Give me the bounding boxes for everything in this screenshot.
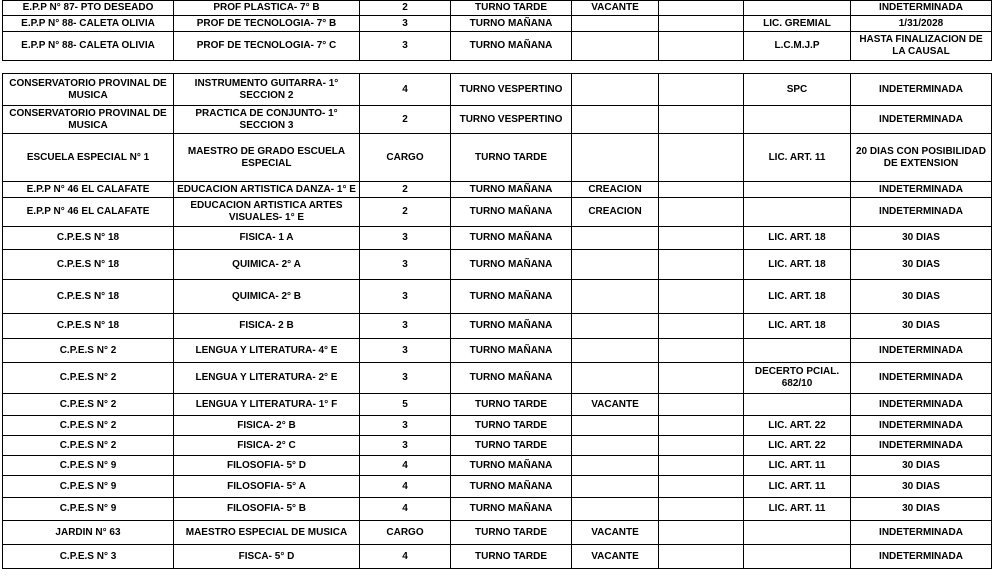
school-cell: C.P.E.S N° 2 [3,394,174,416]
status-cell [572,416,659,436]
shift-cell: TURNO TARDE [451,134,572,182]
extra-cell [659,498,744,521]
license-cell: LIC. ART. 18 [744,280,851,314]
vacancy-table-top [2,0,992,61]
extra-cell [659,106,744,134]
subject-cell: FILOSOFIA- 5° D [174,456,360,476]
subject-cell: FISICA- 2° B [174,416,360,436]
status-cell [572,74,659,106]
status-cell [572,280,659,314]
duration-cell: INDETERMINADA [851,182,992,198]
license-cell [744,394,851,416]
school-cell: C.P.E.S N° 9 [3,476,174,498]
status-cell [572,476,659,498]
duration-cell: INDETERMINADA [851,106,992,134]
extra-cell [659,1,744,16]
status-cell: VACANTE [572,545,659,569]
shift-cell: TURNO MAÑANA [451,314,572,339]
hours-cell: 4 [360,476,451,498]
shift-cell: TURNO MAÑANA [451,32,572,61]
table-row [3,16,992,32]
subject-cell: FISCA- 5° D [174,545,360,569]
license-cell: LIC. ART. 18 [744,227,851,250]
duration-cell: INDETERMINADA [851,545,992,569]
subject-cell: MAESTRO ESPECIAL DE MUSICA [174,521,360,545]
table-body [3,1,992,61]
duration-cell: INDETERMINADA [851,1,992,16]
duration-cell: 30 DIAS [851,314,992,339]
table-row [3,456,992,476]
table-row [3,339,992,363]
table-row [3,416,992,436]
table-row [3,198,992,227]
license-cell [744,182,851,198]
duration-cell: INDETERMINADA [851,436,992,456]
extra-cell [659,74,744,106]
hours-cell: 3 [360,314,451,339]
school-cell: E.P.P N° 88- CALETA OLIVIA [3,16,174,32]
shift-cell: TURNO TARDE [451,545,572,569]
school-cell: JARDIN N° 63 [3,521,174,545]
license-cell [744,521,851,545]
shift-cell: TURNO MAÑANA [451,280,572,314]
duration-cell: INDETERMINADA [851,74,992,106]
school-cell: C.P.E.S N° 18 [3,227,174,250]
table-row [3,363,992,394]
extra-cell [659,456,744,476]
status-cell [572,16,659,32]
school-cell: E.P.P N° 87- PTO DESEADO [3,1,174,16]
vacancy-table-main [2,73,992,569]
status-cell [572,363,659,394]
school-cell: C.P.E.S N° 18 [3,280,174,314]
hours-cell: 4 [360,545,451,569]
shift-cell: TURNO MAÑANA [451,498,572,521]
hours-cell: 2 [360,182,451,198]
extra-cell [659,16,744,32]
status-cell [572,498,659,521]
school-cell: E.P.P N° 88- CALETA OLIVIA [3,32,174,61]
subject-cell: INSTRUMENTO GUITARRA- 1° SECCION 2 [174,74,360,106]
license-cell: DECERTO PCIAL. 682/10 [744,363,851,394]
subject-cell: PROF PLASTICA- 7° B [174,1,360,16]
duration-cell: INDETERMINADA [851,363,992,394]
license-cell [744,198,851,227]
extra-cell [659,198,744,227]
duration-cell: 30 DIAS [851,250,992,280]
school-cell: CONSERVATORIO PROVINAL DE MUSICA [3,106,174,134]
table-row [3,498,992,521]
hours-cell: 2 [360,198,451,227]
subject-cell: LENGUA Y LITERATURA- 4° E [174,339,360,363]
school-cell: C.P.E.S N° 18 [3,314,174,339]
hours-cell: 3 [360,416,451,436]
subject-cell: PRACTICA DE CONJUNTO- 1° SECCION 3 [174,106,360,134]
license-cell [744,106,851,134]
duration-cell: 30 DIAS [851,476,992,498]
hours-cell: 3 [360,280,451,314]
hours-cell: 3 [360,339,451,363]
shift-cell: TURNO TARDE [451,394,572,416]
table-row [3,32,992,61]
school-cell: C.P.E.S N° 18 [3,250,174,280]
hours-cell: CARGO [360,134,451,182]
license-cell [744,1,851,16]
extra-cell [659,339,744,363]
shift-cell: TURNO MAÑANA [451,16,572,32]
hours-cell: 3 [360,436,451,456]
hours-cell: 3 [360,16,451,32]
duration-cell: 30 DIAS [851,498,992,521]
school-cell: C.P.E.S N° 2 [3,416,174,436]
status-cell: VACANTE [572,521,659,545]
extra-cell [659,314,744,339]
license-cell [744,339,851,363]
duration-cell: INDETERMINADA [851,198,992,227]
school-cell: C.P.E.S N° 2 [3,363,174,394]
status-cell [572,339,659,363]
license-cell: LIC. ART. 11 [744,134,851,182]
extra-cell [659,476,744,498]
duration-cell: 30 DIAS [851,456,992,476]
license-cell: LIC. ART. 18 [744,250,851,280]
table-row [3,314,992,339]
table-body [3,74,992,569]
table-row [3,476,992,498]
duration-cell: 1/31/2028 [851,16,992,32]
hours-cell: 4 [360,498,451,521]
status-cell: CREACION [572,198,659,227]
subject-cell: PROF DE TECNOLOGIA- 7° C [174,32,360,61]
status-cell [572,227,659,250]
extra-cell [659,363,744,394]
duration-cell: INDETERMINADA [851,394,992,416]
extra-cell [659,280,744,314]
duration-cell: 30 DIAS [851,280,992,314]
duration-cell: INDETERMINADA [851,521,992,545]
hours-cell: 2 [360,1,451,16]
license-cell: LIC. ART. 22 [744,416,851,436]
hours-cell: 5 [360,394,451,416]
school-cell: C.P.E.S N° 9 [3,498,174,521]
subject-cell: EDUCACION ARTISTICA ARTES VISUALES- 1° E [174,198,360,227]
extra-cell [659,182,744,198]
subject-cell: FISICA- 2° C [174,436,360,456]
status-cell: VACANTE [572,394,659,416]
subject-cell: QUIMICA- 2° B [174,280,360,314]
extra-cell [659,545,744,569]
table-row [3,106,992,134]
hours-cell: 3 [360,32,451,61]
shift-cell: TURNO TARDE [451,436,572,456]
subject-cell: LENGUA Y LITERATURA- 2° E [174,363,360,394]
hours-cell: 2 [360,106,451,134]
license-cell: LIC. ART. 18 [744,314,851,339]
hours-cell: 3 [360,250,451,280]
hours-cell: 3 [360,227,451,250]
subject-cell: FISICA- 2 B [174,314,360,339]
table-row [3,250,992,280]
duration-cell: 30 DIAS [851,227,992,250]
duration-cell: INDETERMINADA [851,416,992,436]
shift-cell: TURNO MAÑANA [451,456,572,476]
extra-cell [659,436,744,456]
shift-cell: TURNO MAÑANA [451,339,572,363]
license-cell: LIC. GREMIAL [744,16,851,32]
school-cell: E.P.P N° 46 EL CALAFATE [3,198,174,227]
table-row [3,545,992,569]
license-cell: LIC. ART. 11 [744,498,851,521]
subject-cell: MAESTRO DE GRADO ESCUELA ESPECIAL [174,134,360,182]
table-row [3,182,992,198]
table-row [3,1,992,16]
shift-cell: TURNO MAÑANA [451,182,572,198]
hours-cell: 4 [360,456,451,476]
table-row [3,134,992,182]
school-cell: C.P.E.S N° 2 [3,339,174,363]
status-cell [572,134,659,182]
table-row [3,521,992,545]
extra-cell [659,416,744,436]
shift-cell: TURNO MAÑANA [451,476,572,498]
license-cell: LIC. ART. 11 [744,456,851,476]
hours-cell: 3 [360,363,451,394]
subject-cell: PROF DE TECNOLOGIA- 7° B [174,16,360,32]
extra-cell [659,521,744,545]
duration-cell: HASTA FINALIZACION DE LA CAUSAL [851,32,992,61]
extra-cell [659,134,744,182]
table-row [3,436,992,456]
school-cell: ESCUELA ESPECIAL N° 1 [3,134,174,182]
subject-cell: FISICA- 1 A [174,227,360,250]
subject-cell: QUIMICA- 2° A [174,250,360,280]
school-cell: C.P.E.S N° 2 [3,436,174,456]
duration-cell: 20 DIAS CON POSIBILIDAD DE EXTENSION [851,134,992,182]
hours-cell: CARGO [360,521,451,545]
shift-cell: TURNO MAÑANA [451,198,572,227]
shift-cell: TURNO TARDE [451,1,572,16]
license-cell: L.C.M.J.P [744,32,851,61]
subject-cell: FILOSOFIA- 5° A [174,476,360,498]
subject-cell: FILOSOFIA- 5° B [174,498,360,521]
status-cell [572,32,659,61]
license-cell: LIC. ART. 22 [744,436,851,456]
table-row [3,394,992,416]
table-row [3,74,992,106]
school-cell: CONSERVATORIO PROVINAL DE MUSICA [3,74,174,106]
table-row [3,227,992,250]
license-cell: LIC. ART. 11 [744,476,851,498]
school-cell: C.P.E.S N° 3 [3,545,174,569]
status-cell [572,106,659,134]
extra-cell [659,32,744,61]
duration-cell: INDETERMINADA [851,339,992,363]
status-cell [572,456,659,476]
shift-cell: TURNO VESPERTINO [451,106,572,134]
subject-cell: EDUCACION ARTISTICA DANZA- 1° E [174,182,360,198]
shift-cell: TURNO TARDE [451,416,572,436]
status-cell [572,314,659,339]
hours-cell: 4 [360,74,451,106]
school-cell: C.P.E.S N° 9 [3,456,174,476]
status-cell: CREACION [572,182,659,198]
license-cell: SPC [744,74,851,106]
extra-cell [659,394,744,416]
status-cell: VACANTE [572,1,659,16]
shift-cell: TURNO TARDE [451,521,572,545]
school-cell: E.P.P N° 46 EL CALAFATE [3,182,174,198]
shift-cell: TURNO MAÑANA [451,250,572,280]
shift-cell: TURNO MAÑANA [451,227,572,250]
status-cell [572,436,659,456]
extra-cell [659,250,744,280]
shift-cell: TURNO MAÑANA [451,363,572,394]
extra-cell [659,227,744,250]
subject-cell: LENGUA Y LITERATURA- 1° F [174,394,360,416]
table-row [3,280,992,314]
license-cell [744,545,851,569]
shift-cell: TURNO VESPERTINO [451,74,572,106]
status-cell [572,250,659,280]
